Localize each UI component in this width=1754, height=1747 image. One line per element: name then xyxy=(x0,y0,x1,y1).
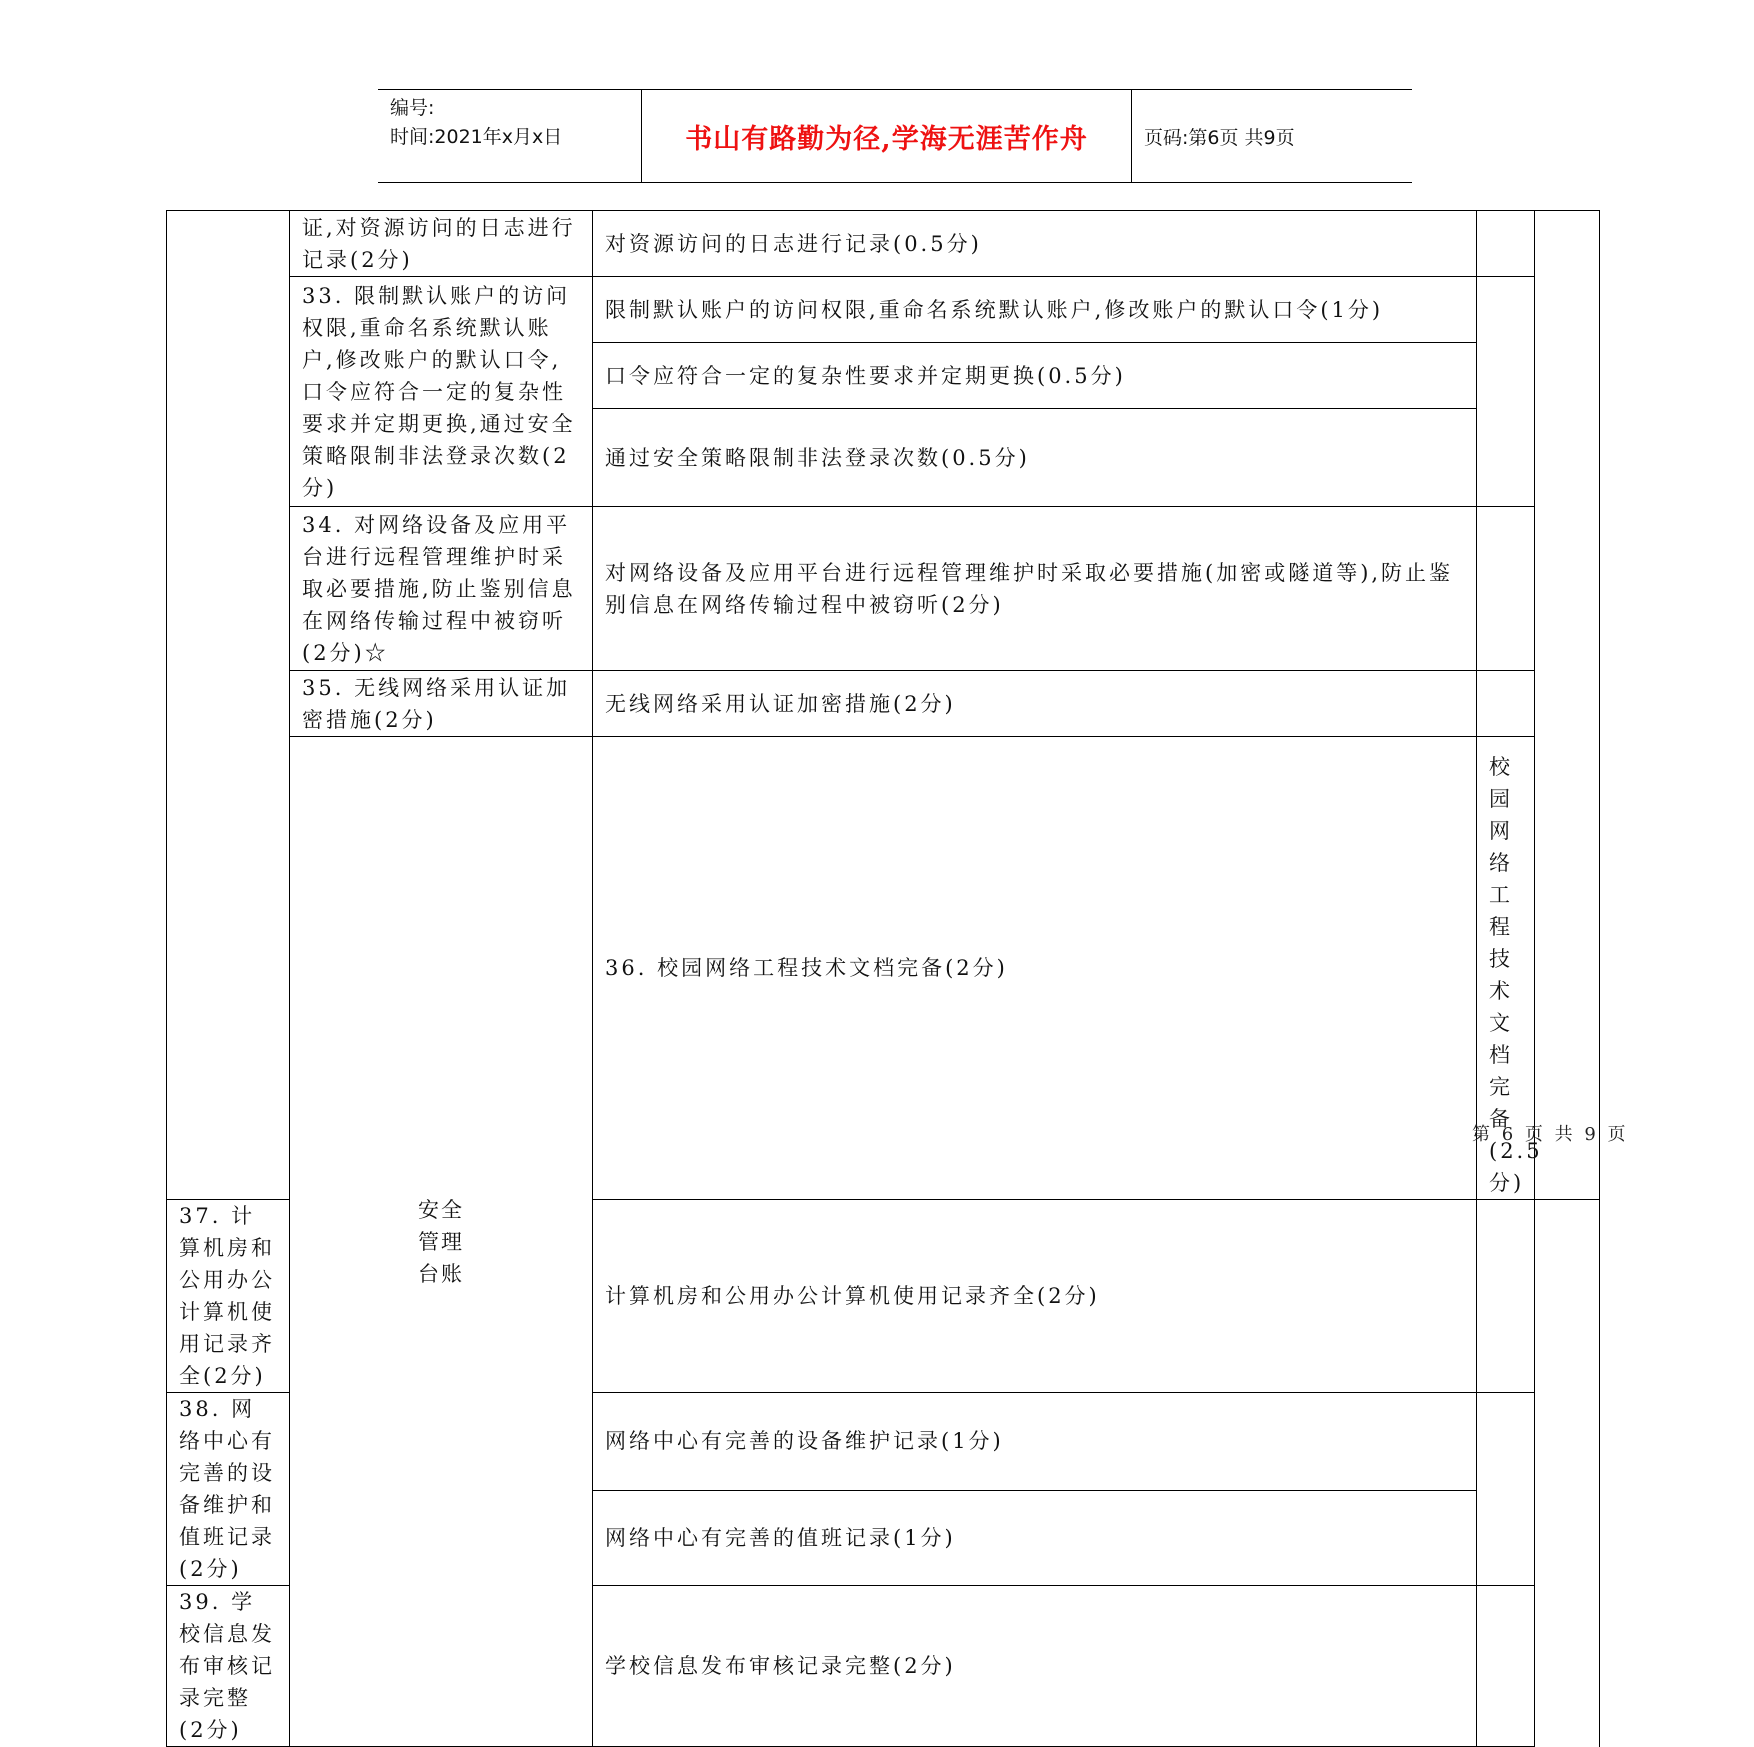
header-meta xyxy=(378,90,642,182)
date-label: 时间:2021年x月x日 xyxy=(390,126,563,148)
item-cell: 35. 无线网络采用认证加密措施(2分) xyxy=(290,671,593,737)
score-cell xyxy=(1477,1586,1535,1747)
table-row xyxy=(167,671,1600,737)
item-cell: 38. 网络中心有完善的设备维护和值班记录(2分) xyxy=(167,1393,290,1586)
criteria-cell: 对网络设备及应用平台进行远程管理维护时采取必要措施(加密或隧道等),防止鉴别信息在网络传输过程中被窃听(2分) xyxy=(593,507,1477,671)
category-cell xyxy=(167,211,290,1200)
document-header xyxy=(378,89,1412,183)
item-cell: 33. 限制默认账户的访问权限,重命名系统默认账户,修改账户的默认口令,口令应符合一定的复杂性要求并定期更换,通过安全策略限制非法登录次数(2分) xyxy=(290,277,593,507)
table-row xyxy=(167,507,1600,671)
item-cell: 39. 学校信息发布审核记录完整(2分) xyxy=(167,1586,290,1747)
remark-cell xyxy=(1535,211,1600,1200)
page-footer: 第 6 页 共 9 页 xyxy=(1472,1124,1629,1145)
score-cell xyxy=(1477,211,1535,277)
number-label: 编号: xyxy=(390,97,435,119)
evaluation-table xyxy=(166,210,1600,1747)
item-cell: 36. 校园网络工程技术文档完备(2分) xyxy=(593,737,1477,1200)
criteria-cell: 校园网络工程技术文档完备(2.5分) xyxy=(1477,737,1535,1200)
table-row xyxy=(167,211,1600,277)
criteria-cell: 对资源访问的日志进行记录(0.5分) xyxy=(593,211,1477,277)
category-label: 安全管理台账 xyxy=(418,1197,464,1286)
score-cell xyxy=(1477,277,1535,507)
score-cell xyxy=(1477,1393,1535,1586)
table-row xyxy=(167,737,1600,1200)
criteria-cell: 口令应符合一定的复杂性要求并定期更换(0.5分) xyxy=(593,343,1477,409)
motto: 书山有路勤为径,学海无涯苦作舟 xyxy=(642,90,1132,182)
criteria-cell: 通过安全策略限制非法登录次数(0.5分) xyxy=(593,409,1477,507)
item-cell: 37. 计算机房和公用办公计算机使用记录齐全(2分) xyxy=(167,1200,290,1393)
criteria-cell: 无线网络采用认证加密措施(2分) xyxy=(593,671,1477,737)
criteria-cell: 学校信息发布审核记录完整(2分) xyxy=(593,1586,1477,1747)
criteria-cell: 计算机房和公用办公计算机使用记录齐全(2分) xyxy=(593,1200,1477,1393)
criteria-cell: 限制默认账户的访问权限,重命名系统默认账户,修改账户的默认口令(1分) xyxy=(593,277,1477,343)
criteria-cell: 网络中心有完善的值班记录(1分) xyxy=(593,1490,1477,1585)
item-cell: 34. 对网络设备及应用平台进行远程管理维护时采取必要措施,防止鉴别信息在网络传输过程中被窃听(2分)☆ xyxy=(290,507,593,671)
category-cell xyxy=(290,737,593,1747)
score-cell xyxy=(1477,1200,1535,1393)
table-row xyxy=(167,277,1600,343)
score-cell xyxy=(1477,671,1535,737)
criteria-cell: 网络中心有完善的设备维护记录(1分) xyxy=(593,1393,1477,1491)
item-cell: 证,对资源访问的日志进行记录(2分) xyxy=(290,211,593,277)
score-cell xyxy=(1477,507,1535,671)
header-page-info: 页码:第6页 共9页 xyxy=(1144,126,1295,149)
